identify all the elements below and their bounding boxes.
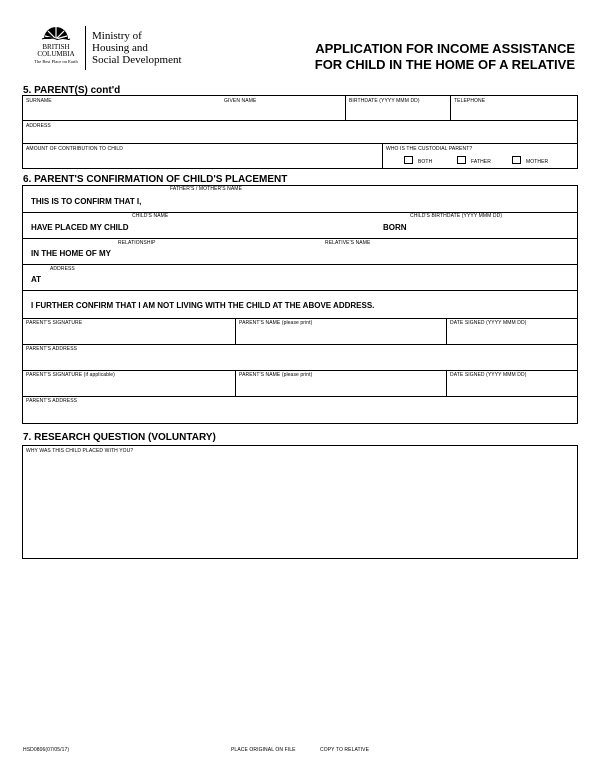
parent-address-input[interactable] (26, 354, 574, 367)
date-signed-input[interactable] (450, 328, 574, 341)
home-text: IN THE HOME OF MY (31, 249, 111, 258)
birthdate-input[interactable] (349, 106, 447, 118)
place-original-text: PLACE ORIGINAL ON FILE (231, 747, 296, 753)
address-label: ADDRESS (26, 123, 51, 129)
both-checkbox[interactable] (404, 156, 413, 164)
parent-name-print-label: PARENT'S NAME (please print) (239, 320, 313, 326)
bc-logo (28, 22, 84, 74)
custodial-question: WHO IS THE CUSTODIAL PARENT? (386, 146, 473, 152)
fm-name-input[interactable] (150, 195, 570, 208)
mother-checkbox[interactable] (512, 156, 521, 164)
section5-title: 5. PARENT(S) cont'd (23, 85, 121, 96)
parent-signature2-input[interactable] (26, 380, 231, 393)
child-birthdate-label: CHILD'S BIRTHDATE (YYYY MMM DD) (410, 213, 503, 219)
telephone-input[interactable] (454, 106, 574, 118)
birthdate-label: BIRTHDATE (YYYY MMM DD) (349, 98, 420, 104)
father-checkbox[interactable] (457, 156, 466, 164)
both-label: BOTH (418, 159, 433, 165)
given-name-input[interactable] (224, 106, 342, 118)
relative-name-label: RELATIVE'S NAME (325, 240, 371, 246)
parent-address2-input[interactable] (26, 406, 574, 420)
born-text: BORN (383, 223, 407, 232)
child-birthdate-input[interactable] (412, 221, 572, 234)
logo-tagline: The Best Place on Earth (34, 59, 78, 64)
surname-label: SURNAME (26, 98, 52, 104)
contribution-label: AMOUNT OF CONTRIBUTION TO CHILD (26, 146, 123, 152)
contribution-input[interactable] (26, 154, 378, 166)
given-name-label: GIVEN NAME (224, 98, 257, 104)
address6-label: ADDRESS (50, 266, 75, 272)
at-text: AT (31, 275, 42, 284)
relative-name-input[interactable] (320, 247, 570, 260)
mother-label: MOTHER (526, 159, 549, 165)
parent-name-print2-label: PARENT'S NAME (please print) (239, 372, 313, 378)
ministry-line3: Social Development (92, 54, 182, 66)
confirm-text: THIS IS TO CONFIRM THAT I, (31, 197, 142, 206)
logo-line1: BRITISH (42, 43, 70, 51)
placed-text: HAVE PLACED MY CHILD (31, 223, 129, 232)
parent-signature-input[interactable] (26, 328, 231, 341)
father-label: FATHER (471, 159, 491, 165)
research-answer-textarea[interactable] (26, 457, 574, 555)
form-code: HSD0806(07/05/17) (23, 747, 70, 753)
section7-title: 7. RESEARCH QUESTION (VOLUNTARY) (23, 432, 216, 443)
parent-name-print2-input[interactable] (239, 380, 442, 393)
parent-signature-label: PARENT'S SIGNATURE (26, 320, 83, 326)
placement-address-input[interactable] (50, 273, 570, 286)
relationship-label: RELATIONSHIP (118, 240, 156, 246)
child-name-label: CHILD'S NAME (132, 213, 169, 219)
section6-title: 6. PARENT'S CONFIRMATION OF CHILD'S PLACEMENT (23, 174, 288, 185)
sun-logo-icon (41, 22, 71, 40)
form-title-line2: FOR CHILD IN THE HOME OF A RELATIVE (314, 57, 575, 72)
research-question-label: WHY WAS THIS CHILD PLACED WITH YOU? (26, 448, 134, 454)
surname-input[interactable] (26, 106, 221, 118)
relationship-input[interactable] (115, 247, 305, 260)
date-signed2-label: DATE SIGNED (YYYY MMM DD) (450, 372, 527, 378)
parent-name-print-input[interactable] (239, 328, 442, 341)
address-input[interactable] (26, 130, 574, 142)
copy-to-relative-text: COPY TO RELATIVE (320, 747, 370, 753)
parent-address-label: PARENT'S ADDRESS (26, 346, 78, 352)
ministry-line2: Housing and (92, 42, 148, 54)
ministry-line1: Ministry of (92, 30, 142, 42)
logo-divider (85, 26, 86, 70)
date-signed-label: DATE SIGNED (YYYY MMM DD) (450, 320, 527, 326)
child-name-input[interactable] (130, 221, 370, 234)
parent-address2-label: PARENT'S ADDRESS (26, 398, 78, 404)
logo-line2: COLUMBIA (37, 50, 75, 58)
parent-signature2-label: PARENT'S SIGNATURE (if applicable) (26, 372, 115, 378)
form-title-line1: APPLICATION FOR INCOME ASSISTANCE (315, 41, 575, 56)
date-signed2-input[interactable] (450, 380, 574, 393)
further-confirm-text: I FURTHER CONFIRM THAT I AM NOT LIVING WITH THE CHILD AT THE ABOVE ADDRESS. (31, 301, 375, 310)
telephone-label: TELEPHONE (454, 98, 486, 104)
fm-name-label: FATHER'S / MOTHER'S NAME (170, 186, 242, 192)
